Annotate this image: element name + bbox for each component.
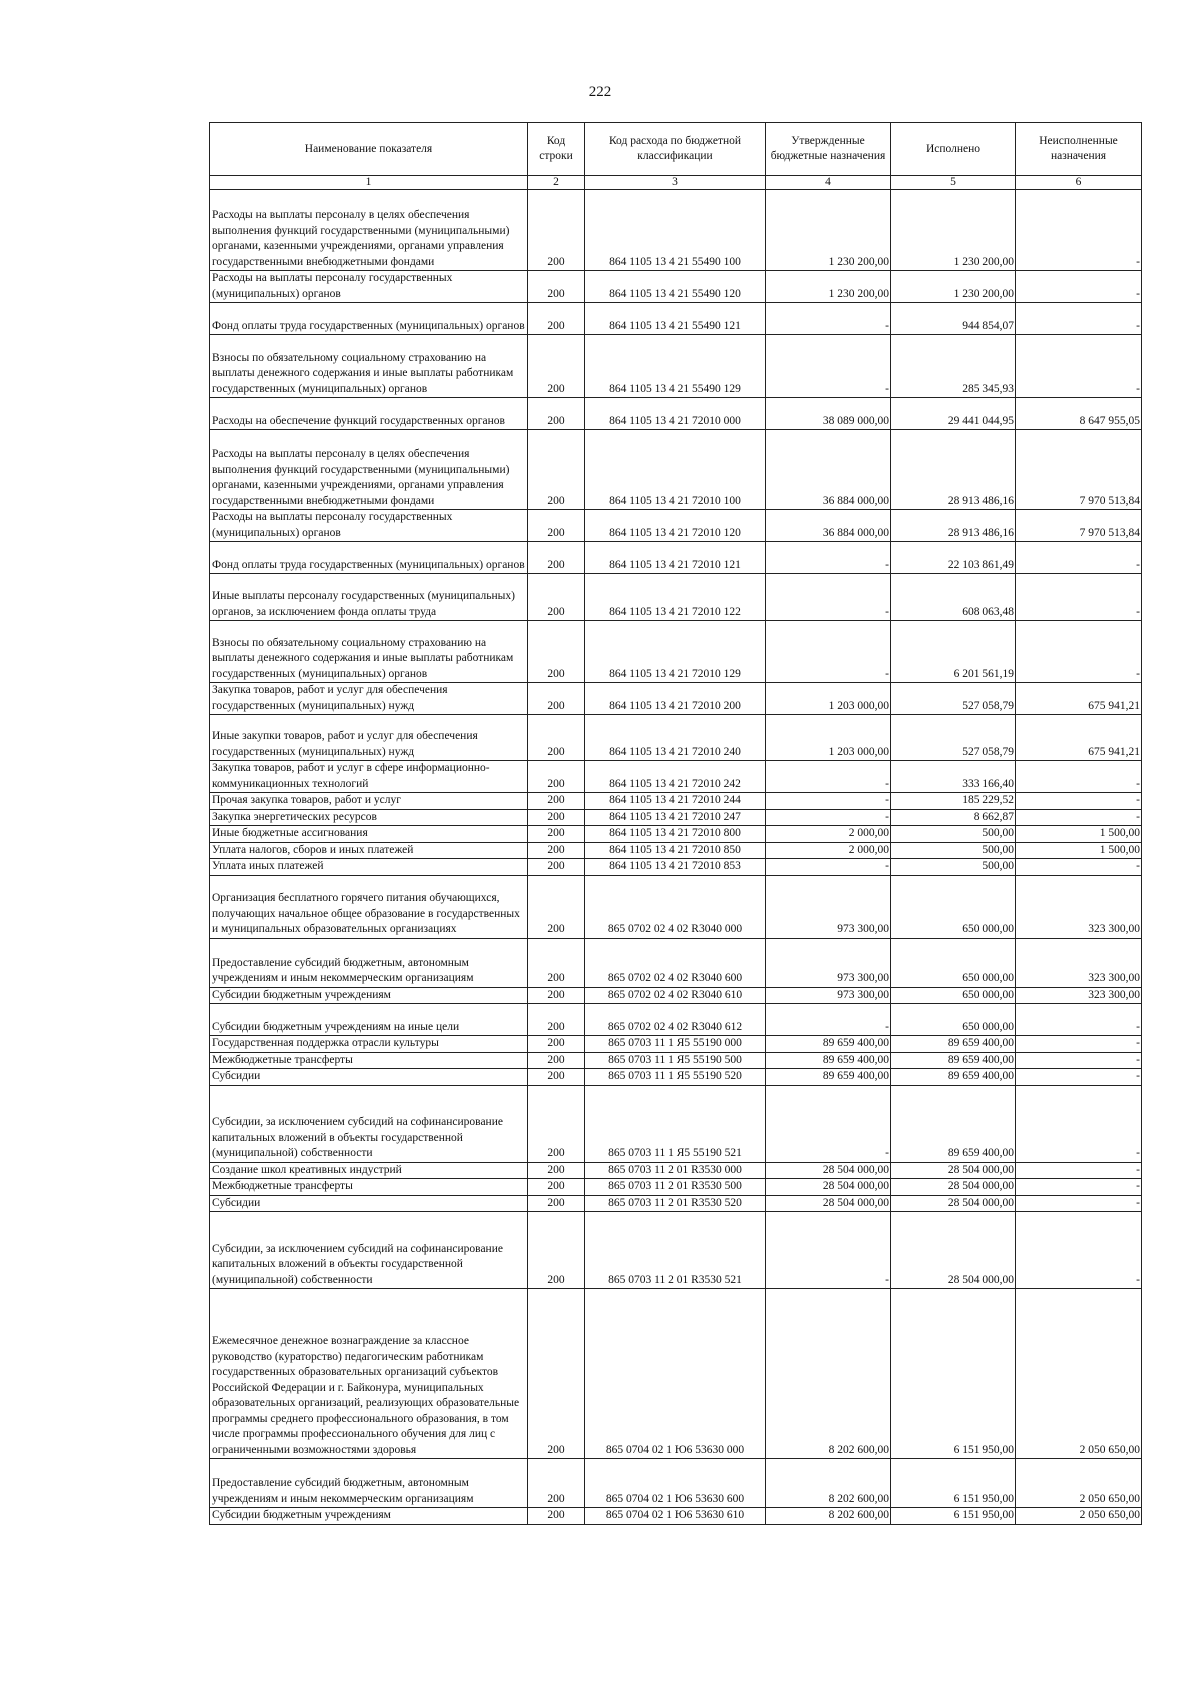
row-unexecuted: 675 941,21: [1016, 715, 1142, 761]
row-executed: 500,00: [891, 826, 1016, 843]
row-executed: 527 058,79: [891, 683, 1016, 715]
row-approved: -: [766, 1004, 891, 1036]
table-row: [210, 809, 1142, 826]
row-line-code: 200: [528, 1162, 585, 1179]
table-row: [210, 683, 1142, 715]
row-line-code: 200: [528, 271, 585, 303]
row-approved: 89 659 400,00: [766, 1069, 891, 1086]
row-approved: -: [766, 1212, 891, 1289]
row-executed: 650 000,00: [891, 987, 1016, 1004]
row-unexecuted: 7 970 513,84: [1016, 510, 1142, 542]
row-executed: 1 230 200,00: [891, 190, 1016, 271]
row-approved: 36 884 000,00: [766, 510, 891, 542]
row-budget-code: 864 1105 13 4 21 72010 120: [585, 510, 766, 542]
row-budget-code: 864 1105 13 4 21 72010 850: [585, 842, 766, 859]
row-budget-code: 865 0702 02 4 02 R3040 000: [585, 875, 766, 938]
row-budget-code: 865 0704 02 1 Ю6 53630 610: [585, 1508, 766, 1525]
row-budget-code: 864 1105 13 4 21 55490 100: [585, 190, 766, 271]
row-name: Фонд оплаты труда государственных (муниципальных) органов: [210, 542, 528, 574]
row-line-code: 200: [528, 430, 585, 510]
row-unexecuted: -: [1016, 621, 1142, 683]
row-line-code: 200: [528, 510, 585, 542]
row-unexecuted: -: [1016, 542, 1142, 574]
row-executed: 28 504 000,00: [891, 1212, 1016, 1289]
header-budget-code: Код расхода по бюджетной классификации: [585, 123, 766, 176]
row-executed: 333 166,40: [891, 761, 1016, 793]
row-executed: 527 058,79: [891, 715, 1016, 761]
row-executed: 6 201 561,19: [891, 621, 1016, 683]
table-row: [210, 430, 1142, 510]
row-budget-code: 865 0703 11 1 Я5 55190 500: [585, 1052, 766, 1069]
row-unexecuted: -: [1016, 1036, 1142, 1053]
row-budget-code: 865 0702 02 4 02 R3040 610: [585, 987, 766, 1004]
row-executed: 500,00: [891, 859, 1016, 876]
header-approved: Утвержденные бюджетные назначения: [766, 123, 891, 176]
row-budget-code: 865 0703 11 2 01 R3530 520: [585, 1195, 766, 1212]
row-unexecuted: 8 647 955,05: [1016, 398, 1142, 430]
row-line-code: 200: [528, 761, 585, 793]
row-approved: 28 504 000,00: [766, 1179, 891, 1196]
row-approved: 28 504 000,00: [766, 1162, 891, 1179]
row-line-code: 200: [528, 793, 585, 810]
row-name: Иные выплаты персоналу государственных (муниципальных) органов, за исключением фонда оплаты труда: [210, 574, 528, 621]
row-executed: 6 151 950,00: [891, 1508, 1016, 1525]
row-name: Ежемесячное денежное вознаграждение за классное руководство (кураторство) педагогическим работникам государственных образовательных организаций субъектов Российской Федерации и г. Байконура, муниципальных образовательных организаций, реализующих образовательные программы среднего профессионального образования, в том числе программы профессионального обучения для лиц с ограниченными возможностями здоровья: [210, 1289, 528, 1459]
row-unexecuted: 675 941,21: [1016, 683, 1142, 715]
row-executed: 29 441 044,95: [891, 398, 1016, 430]
table-row: [210, 1162, 1142, 1179]
table-row: [210, 859, 1142, 876]
row-unexecuted: 2 050 650,00: [1016, 1459, 1142, 1508]
row-unexecuted: 323 300,00: [1016, 987, 1142, 1004]
row-approved: -: [766, 335, 891, 398]
row-approved: 8 202 600,00: [766, 1459, 891, 1508]
row-budget-code: 864 1105 13 4 21 72010 121: [585, 542, 766, 574]
row-executed: 944 854,07: [891, 303, 1016, 335]
row-budget-code: 865 0702 02 4 02 R3040 612: [585, 1004, 766, 1036]
row-unexecuted: -: [1016, 793, 1142, 810]
row-budget-code: 865 0704 02 1 Ю6 53630 000: [585, 1289, 766, 1459]
row-budget-code: 865 0703 11 1 Я5 55190 521: [585, 1085, 766, 1162]
row-unexecuted: -: [1016, 271, 1142, 303]
table-row: [210, 1212, 1142, 1289]
table-row: [210, 1004, 1142, 1036]
row-unexecuted: -: [1016, 1085, 1142, 1162]
row-executed: 89 659 400,00: [891, 1052, 1016, 1069]
row-name: Предоставление субсидий бюджетным, автономным учреждениям и иным некоммерческим организациям: [210, 1459, 528, 1508]
table-row: [210, 510, 1142, 542]
row-unexecuted: 1 500,00: [1016, 826, 1142, 843]
row-approved: 89 659 400,00: [766, 1036, 891, 1053]
table-row: [210, 793, 1142, 810]
row-executed: 6 151 950,00: [891, 1459, 1016, 1508]
row-name: Субсидии бюджетным учреждениям на иные цели: [210, 1004, 528, 1036]
row-approved: 1 230 200,00: [766, 271, 891, 303]
header-row: [210, 123, 1142, 176]
row-line-code: 200: [528, 987, 585, 1004]
row-budget-code: 864 1105 13 4 21 72010 100: [585, 430, 766, 510]
row-budget-code: 864 1105 13 4 21 72010 800: [585, 826, 766, 843]
row-name: Предоставление субсидий бюджетным, автономным учреждениям и иным некоммерческим организациям: [210, 938, 528, 987]
row-executed: 28 504 000,00: [891, 1195, 1016, 1212]
row-approved: 38 089 000,00: [766, 398, 891, 430]
row-name: Расходы на выплаты персоналу государственных (муниципальных) органов: [210, 510, 528, 542]
table-row: [210, 715, 1142, 761]
row-name: Фонд оплаты труда государственных (муниципальных) органов: [210, 303, 528, 335]
row-name: Прочая закупка товаров, работ и услуг: [210, 793, 528, 810]
row-line-code: 200: [528, 621, 585, 683]
header-executed: Исполнено: [891, 123, 1016, 176]
table-row: [210, 1459, 1142, 1508]
row-line-code: 200: [528, 826, 585, 843]
table-row: [210, 875, 1142, 938]
row-executed: 650 000,00: [891, 875, 1016, 938]
row-executed: 28 913 486,16: [891, 510, 1016, 542]
row-executed: 22 103 861,49: [891, 542, 1016, 574]
row-approved: -: [766, 809, 891, 826]
row-line-code: 200: [528, 335, 585, 398]
header-line-code: Код строки: [528, 123, 585, 176]
row-line-code: 200: [528, 398, 585, 430]
row-unexecuted: 2 050 650,00: [1016, 1289, 1142, 1459]
row-name: Субсидии, за исключением субсидий на софинансирование капитальных вложений в объекты государственной (муниципальной) собственности: [210, 1212, 528, 1289]
row-unexecuted: -: [1016, 190, 1142, 271]
row-budget-code: 864 1105 13 4 21 55490 120: [585, 271, 766, 303]
row-budget-code: 865 0702 02 4 02 R3040 600: [585, 938, 766, 987]
row-line-code: 200: [528, 1069, 585, 1086]
table-row: [210, 938, 1142, 987]
table-row: [210, 542, 1142, 574]
row-line-code: 200: [528, 1289, 585, 1459]
row-budget-code: 864 1105 13 4 21 72010 244: [585, 793, 766, 810]
row-line-code: 200: [528, 859, 585, 876]
table-row: [210, 1195, 1142, 1212]
table-row: [210, 826, 1142, 843]
row-name: Субсидии, за исключением субсидий на софинансирование капитальных вложений в объекты государственной (муниципальной) собственности: [210, 1085, 528, 1162]
column-number: 6: [1016, 176, 1142, 190]
row-name: Закупка товаров, работ и услуг в сфере информационно-коммуникационных технологий: [210, 761, 528, 793]
row-executed: 28 913 486,16: [891, 430, 1016, 510]
column-number: 3: [585, 176, 766, 190]
row-approved: 89 659 400,00: [766, 1052, 891, 1069]
row-approved: 8 202 600,00: [766, 1289, 891, 1459]
row-approved: -: [766, 859, 891, 876]
row-line-code: 200: [528, 1508, 585, 1525]
column-number: 2: [528, 176, 585, 190]
header-unexecuted: Неисполненные назначения: [1016, 123, 1142, 176]
row-approved: 1 230 200,00: [766, 190, 891, 271]
row-line-code: 200: [528, 938, 585, 987]
row-unexecuted: -: [1016, 761, 1142, 793]
row-line-code: 200: [528, 574, 585, 621]
row-approved: -: [766, 761, 891, 793]
table-row: [210, 574, 1142, 621]
table-row: [210, 1508, 1142, 1525]
table-row: [210, 190, 1142, 271]
row-line-code: 200: [528, 1179, 585, 1196]
row-executed: 650 000,00: [891, 938, 1016, 987]
table-row: [210, 271, 1142, 303]
row-unexecuted: -: [1016, 1004, 1142, 1036]
column-number: 1: [210, 176, 528, 190]
row-unexecuted: 323 300,00: [1016, 875, 1142, 938]
row-name: Расходы на выплаты персоналу в целях обеспечения выполнения функций государственными (муниципальными) органами, казенными учреждениями, органами управления государственными внебюджетными фондами: [210, 190, 528, 271]
row-executed: 650 000,00: [891, 1004, 1016, 1036]
row-unexecuted: -: [1016, 335, 1142, 398]
row-unexecuted: -: [1016, 1069, 1142, 1086]
row-line-code: 200: [528, 542, 585, 574]
column-number: 4: [766, 176, 891, 190]
row-approved: -: [766, 303, 891, 335]
row-line-code: 200: [528, 1212, 585, 1289]
row-budget-code: 864 1105 13 4 21 72010 129: [585, 621, 766, 683]
row-name: Создание школ креативных индустрий: [210, 1162, 528, 1179]
row-executed: 28 504 000,00: [891, 1179, 1016, 1196]
row-executed: 89 659 400,00: [891, 1085, 1016, 1162]
row-executed: 285 345,93: [891, 335, 1016, 398]
budget-execution-table: [209, 122, 1142, 1525]
row-budget-code: 865 0703 11 2 01 R3530 521: [585, 1212, 766, 1289]
row-budget-code: 865 0703 11 2 01 R3530 000: [585, 1162, 766, 1179]
table-row: [210, 761, 1142, 793]
row-approved: 28 504 000,00: [766, 1195, 891, 1212]
row-executed: 185 229,52: [891, 793, 1016, 810]
row-unexecuted: 7 970 513,84: [1016, 430, 1142, 510]
table-row: [210, 1085, 1142, 1162]
row-line-code: 200: [528, 842, 585, 859]
row-name: Взносы по обязательному социальному страхованию на выплаты денежного содержания и иные выплаты работникам государственных (муниципальных) органов: [210, 335, 528, 398]
row-unexecuted: -: [1016, 1212, 1142, 1289]
row-line-code: 200: [528, 303, 585, 335]
row-name: Государственная поддержка отрасли культуры: [210, 1036, 528, 1053]
row-approved: 2 000,00: [766, 826, 891, 843]
row-name: Организация бесплатного горячего питания обучающихся, получающих начальное общее образование в государственных и муниципальных образовательных организациях: [210, 875, 528, 938]
row-name: Межбюджетные трансферты: [210, 1179, 528, 1196]
row-executed: 89 659 400,00: [891, 1036, 1016, 1053]
table-body: [210, 190, 1142, 1525]
row-executed: 8 662,87: [891, 809, 1016, 826]
row-line-code: 200: [528, 683, 585, 715]
row-budget-code: 865 0703 11 1 Я5 55190 000: [585, 1036, 766, 1053]
row-budget-code: 865 0703 11 1 Я5 55190 520: [585, 1069, 766, 1086]
header-name: Наименование показателя: [210, 123, 528, 176]
row-approved: -: [766, 542, 891, 574]
table-row: [210, 1069, 1142, 1086]
table-row: [210, 303, 1142, 335]
row-unexecuted: -: [1016, 1052, 1142, 1069]
table-row: [210, 1289, 1142, 1459]
row-unexecuted: 323 300,00: [1016, 938, 1142, 987]
row-unexecuted: 1 500,00: [1016, 842, 1142, 859]
row-budget-code: 865 0704 02 1 Ю6 53630 600: [585, 1459, 766, 1508]
row-budget-code: 864 1105 13 4 21 72010 200: [585, 683, 766, 715]
table-row: [210, 1052, 1142, 1069]
row-line-code: 200: [528, 715, 585, 761]
row-unexecuted: -: [1016, 859, 1142, 876]
page-number: 222: [588, 84, 612, 100]
row-name: Расходы на выплаты персоналу в целях обеспечения выполнения функций государственными (муниципальными) органами, казенными учреждениями, органами управления государственными внебюджетными фондами: [210, 430, 528, 510]
row-budget-code: 864 1105 13 4 21 55490 129: [585, 335, 766, 398]
row-line-code: 200: [528, 1004, 585, 1036]
row-unexecuted: -: [1016, 809, 1142, 826]
row-name: Субсидии бюджетным учреждениям: [210, 987, 528, 1004]
row-approved: 973 300,00: [766, 987, 891, 1004]
column-number: 5: [891, 176, 1016, 190]
table-row: [210, 621, 1142, 683]
row-budget-code: 864 1105 13 4 21 72010 853: [585, 859, 766, 876]
column-number-row: [210, 176, 1142, 190]
table-row: [210, 1179, 1142, 1196]
table-row: [210, 335, 1142, 398]
row-approved: 8 202 600,00: [766, 1508, 891, 1525]
row-executed: 500,00: [891, 842, 1016, 859]
row-budget-code: 864 1105 13 4 21 55490 121: [585, 303, 766, 335]
row-line-code: 200: [528, 1459, 585, 1508]
row-line-code: 200: [528, 875, 585, 938]
row-name: Иные закупки товаров, работ и услуг для обеспечения государственных (муниципальных) нужд: [210, 715, 528, 761]
row-name: Расходы на выплаты персоналу государственных (муниципальных) органов: [210, 271, 528, 303]
row-approved: 2 000,00: [766, 842, 891, 859]
row-line-code: 200: [528, 1195, 585, 1212]
row-unexecuted: -: [1016, 1195, 1142, 1212]
row-approved: 36 884 000,00: [766, 430, 891, 510]
row-name: Уплата иных платежей: [210, 859, 528, 876]
row-approved: -: [766, 621, 891, 683]
row-name: Субсидии: [210, 1069, 528, 1086]
row-approved: 1 203 000,00: [766, 715, 891, 761]
row-approved: 973 300,00: [766, 875, 891, 938]
row-approved: -: [766, 793, 891, 810]
row-executed: 1 230 200,00: [891, 271, 1016, 303]
row-line-code: 200: [528, 809, 585, 826]
row-name: Межбюджетные трансферты: [210, 1052, 528, 1069]
row-name: Иные бюджетные ассигнования: [210, 826, 528, 843]
row-budget-code: 864 1105 13 4 21 72010 240: [585, 715, 766, 761]
table-row: [210, 398, 1142, 430]
row-unexecuted: -: [1016, 1162, 1142, 1179]
table-row: [210, 987, 1142, 1004]
row-unexecuted: -: [1016, 1179, 1142, 1196]
row-unexecuted: -: [1016, 303, 1142, 335]
row-name: Расходы на обеспечение функций государственных органов: [210, 398, 528, 430]
row-budget-code: 864 1105 13 4 21 72010 247: [585, 809, 766, 826]
row-budget-code: 864 1105 13 4 21 72010 242: [585, 761, 766, 793]
row-name: Закупка товаров, работ и услуг для обеспечения государственных (муниципальных) нужд: [210, 683, 528, 715]
row-budget-code: 865 0703 11 2 01 R3530 500: [585, 1179, 766, 1196]
row-name: Взносы по обязательному социальному страхованию на выплаты денежного содержания и иные выплаты работникам государственных (муниципальных) органов: [210, 621, 528, 683]
row-line-code: 200: [528, 190, 585, 271]
row-budget-code: 864 1105 13 4 21 72010 122: [585, 574, 766, 621]
table-row: [210, 842, 1142, 859]
row-executed: 6 151 950,00: [891, 1289, 1016, 1459]
row-unexecuted: 2 050 650,00: [1016, 1508, 1142, 1525]
row-executed: 89 659 400,00: [891, 1069, 1016, 1086]
row-name: Закупка энергетических ресурсов: [210, 809, 528, 826]
row-approved: 973 300,00: [766, 938, 891, 987]
row-line-code: 200: [528, 1036, 585, 1053]
row-budget-code: 864 1105 13 4 21 72010 000: [585, 398, 766, 430]
row-approved: 1 203 000,00: [766, 683, 891, 715]
row-approved: -: [766, 574, 891, 621]
row-approved: -: [766, 1085, 891, 1162]
table-row: [210, 1036, 1142, 1053]
row-executed: 608 063,48: [891, 574, 1016, 621]
row-executed: 28 504 000,00: [891, 1162, 1016, 1179]
row-name: Уплата налогов, сборов и иных платежей: [210, 842, 528, 859]
row-line-code: 200: [528, 1085, 585, 1162]
row-name: Субсидии: [210, 1195, 528, 1212]
row-line-code: 200: [528, 1052, 585, 1069]
row-name: Субсидии бюджетным учреждениям: [210, 1508, 528, 1525]
row-unexecuted: -: [1016, 574, 1142, 621]
